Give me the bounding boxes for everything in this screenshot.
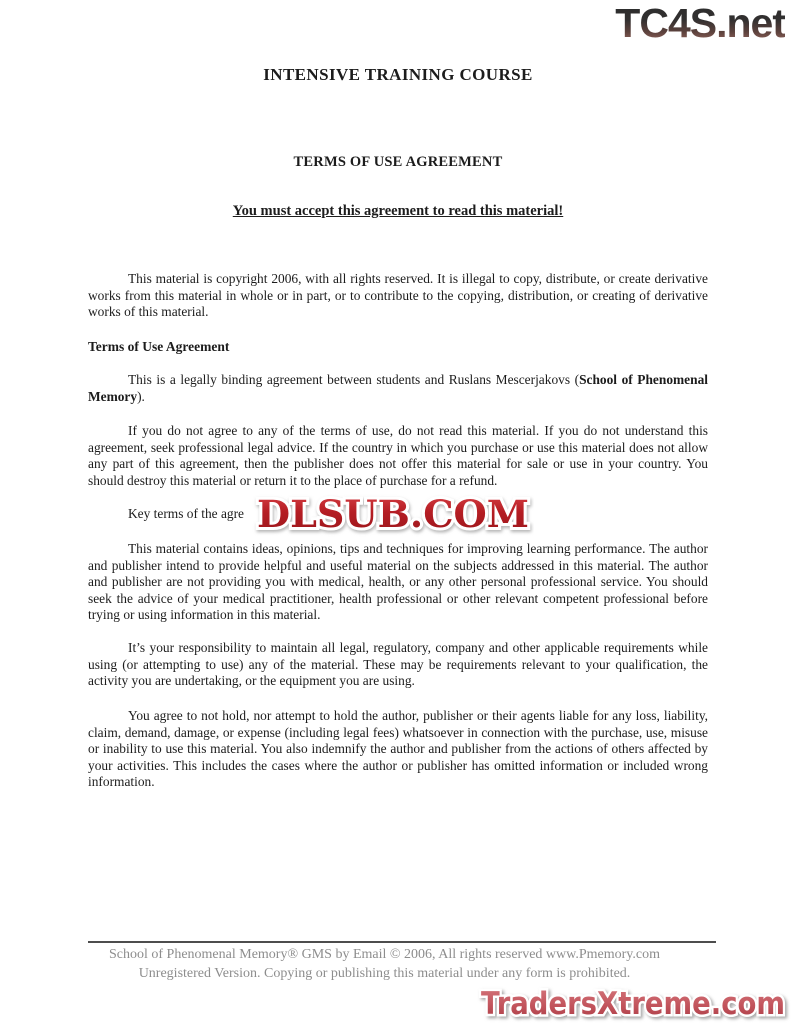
footer bbox=[0, 946, 769, 983]
paragraph-responsibility: It’s your responsibility to maintain all legal, regulatory, company and other applicable requirements while using (or attempting to use) any of the material. These may be requirements relevant to your qualification, the activity you are undertaking, or the equipment you are using. bbox=[88, 640, 708, 688]
footer-divider bbox=[88, 941, 716, 943]
paragraph-liability: You agree to not hold, nor attempt to hold the author, publisher or their agents liable for any loss, liability, claim, demand, damage, or expense (including legal fees) whatsoever in connection with the purchase, use, misuse or inability to use this material. You also indemnify the author and publisher from the actions of others affected by your activities. This includes the cases where the author or publisher has omitted information or included wrong information. bbox=[88, 708, 708, 789]
key-terms-line: Key terms of the agre bbox=[128, 506, 245, 521]
paragraph-agree: If you do not agree to any of the terms of use, do not read this material. If you do not understand this agreement, seek professional legal advice. If the country in which you purchase or use this material does not allow any part of this agreement, then the publisher does not offer this material for sale or use in your country. You should destroy this material or return it to the place of purchase for a refund. bbox=[88, 423, 708, 488]
accept-notice: You must accept this agreement to read this material! bbox=[232, 203, 564, 219]
dlsub-watermark-badge bbox=[252, 487, 534, 539]
paragraph-copyright: This material is copyright 2006, with all rights reserved. It is illegal to copy, distribute, or create derivative works from this material in whole or in part, or to contribute to the copying, distribution, or creating of derivative works of this material. bbox=[88, 271, 708, 319]
footer-line2: Unregistered Version. Copying or publishing this material under any form is prohibited. bbox=[138, 965, 631, 981]
paragraph-binding-bold: School of Phenomenal Memory bbox=[88, 372, 708, 404]
document-subtitle: TERMS OF USE AGREEMENT bbox=[293, 154, 503, 170]
tc4s-watermark-logo: TC4S.net bbox=[615, 0, 785, 46]
paragraph-binding bbox=[88, 372, 708, 405]
footer-line1: School of Phenomenal Memory® GMS by Email © 2006, All rights reserved www.Pmemory.com bbox=[108, 947, 660, 962]
tradersxtreme-watermark-badge bbox=[474, 981, 791, 1025]
paragraph-binding-text: This is a legally binding agreement between students and Ruslans Mescerjakovs ( bbox=[128, 372, 580, 387]
section-heading-terms: Terms of Use Agreement bbox=[88, 339, 230, 354]
paragraph-contains: This material contains ideas, opinions, tips and techniques for improving learning performance. The author and publisher intend to provide helpful and useful material on the subjects addressed in this material. The author and publisher are not providing you with medical, health, or any other personal professional service. You should seek the advice of your medical practitioner, health professional or other relevant competent professional before trying or using information in this material. bbox=[88, 541, 708, 622]
paragraph-binding-end: ). bbox=[137, 388, 145, 404]
tradersxtreme-watermark-text: TradersXtreme.com bbox=[481, 986, 785, 1022]
dlsub-watermark-text: DLSUB.COM bbox=[257, 492, 529, 536]
page-title: INTENSIVE TRAINING COURSE bbox=[263, 65, 533, 84]
